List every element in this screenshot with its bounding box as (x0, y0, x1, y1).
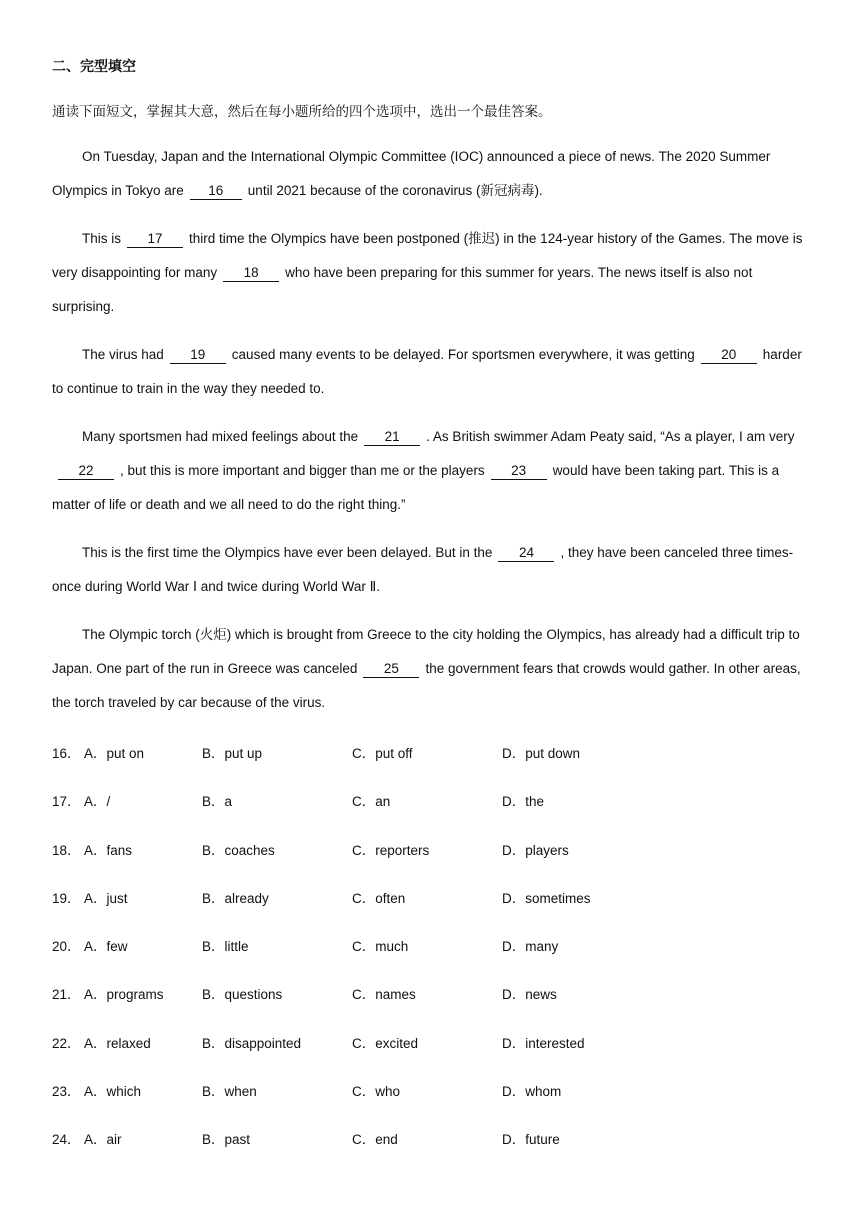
passage (52, 140, 810, 734)
option-d: D．news (502, 987, 557, 1003)
option-b: B．coaches (202, 842, 275, 858)
question-number: 24． (52, 1132, 81, 1148)
question-row (52, 734, 812, 782)
option-a: A．/ (84, 794, 111, 810)
option-c: C．an (352, 794, 391, 810)
section-title: 二、完型填空 (52, 59, 136, 75)
option-d: D．interested (502, 1035, 585, 1051)
blank-18: 18 (223, 265, 279, 282)
option-b: B．questions (202, 987, 283, 1003)
option-c: C．put off (352, 746, 413, 761)
text: until 2021 because of the coronavirus (新冠病毒). (247, 183, 543, 198)
question-row (52, 1072, 812, 1120)
paragraph-3 (52, 338, 810, 406)
question-number: 23． (52, 1084, 81, 1100)
text: third time the Olympics have been postponed (推迟) in the 124-year history of the Games. The move is very disappointing for many (52, 231, 803, 280)
option-b: B．already (202, 890, 269, 906)
paragraph-6 (52, 618, 810, 720)
option-b: B．when (202, 1084, 257, 1100)
option-d: D．sometimes (502, 890, 591, 906)
option-b: B．disappointed (202, 1035, 302, 1051)
blank-17: 17 (127, 231, 183, 248)
text: , they have been canceled three times-once during World War Ⅰ and twice during World War Ⅱ. (52, 545, 794, 594)
text: Many sportsmen had mixed feelings about the (82, 429, 359, 444)
option-a: A．put on (84, 746, 145, 761)
option-a: A．fans (84, 842, 133, 858)
question-row (52, 975, 812, 1023)
option-b: B．little (202, 939, 249, 955)
question-row (52, 927, 812, 975)
blank-23: 23 (491, 463, 547, 480)
question-row (52, 831, 812, 879)
option-c: C．reporters (352, 842, 430, 858)
text: who have been preparing for this summer for years. The news itself is also not surprising. (52, 265, 753, 314)
question-number: 18． (52, 842, 81, 858)
blank-16: 16 (190, 183, 242, 200)
option-d: D．put down (502, 746, 581, 761)
paragraph-2 (52, 222, 810, 324)
option-c: C．excited (352, 1035, 419, 1051)
blank-20: 20 (701, 347, 757, 364)
paragraph-4 (52, 420, 810, 522)
option-a: A．just (84, 890, 128, 906)
blank-24: 24 (498, 545, 554, 562)
question-row (52, 1120, 812, 1168)
option-a: A．programs (84, 987, 164, 1003)
text: This is (82, 231, 122, 246)
text: On Tuesday, Japan and the International Olympic Committee (IOC) announced a piece of news. The 2020 Summer Olympics in Tokyo are (52, 149, 771, 198)
option-a: A．few (84, 939, 128, 955)
instruction-text: 通读下面短文，掌握其大意，然后在每小题所给的四个选项中，选出一个最佳答案。 (52, 104, 552, 120)
text: This is the first time the Olympics have ever been delayed. But in the (82, 545, 493, 560)
text: , but this is more important and bigger than me or the players (120, 463, 485, 478)
question-list (52, 734, 812, 1169)
question-number: 21． (52, 987, 81, 1003)
option-b: B．past (202, 1132, 251, 1148)
option-a: A．relaxed (84, 1035, 151, 1051)
paragraph-1 (52, 140, 810, 208)
paragraph-5 (52, 536, 810, 604)
option-d: D．whom (502, 1084, 562, 1100)
text: caused many events to be delayed. For sportsmen everywhere, it was getting (231, 347, 695, 362)
question-row (52, 879, 812, 927)
question-number: 16． (52, 746, 81, 761)
text: would have been taking part. This is a matter of life or death and we all need to do the right thing.” (52, 463, 780, 512)
option-d: D．the (502, 794, 545, 810)
option-d: D．players (502, 842, 569, 858)
option-d: D．many (502, 939, 559, 955)
option-c: C．often (352, 890, 406, 906)
option-c: C．who (352, 1084, 401, 1100)
text: . As British swimmer Adam Peaty said, “As a player, I am very (426, 429, 795, 444)
option-c: C．much (352, 939, 409, 955)
question-number: 17． (52, 794, 81, 810)
question-number: 19． (52, 890, 81, 906)
text: the government fears that crowds would gather. In other areas, the torch traveled by car because of the virus. (52, 661, 801, 710)
question-row (52, 782, 812, 830)
option-c: C．end (352, 1132, 398, 1148)
blank-25: 25 (363, 661, 419, 678)
text: The Olympic torch (火炬) which is brought from Greece to the city holding the Olympics, has already had a difficult trip to Japan. One part of the run in Greece was canceled (52, 627, 800, 676)
question-number: 20． (52, 939, 81, 955)
option-a: A．air (84, 1132, 122, 1148)
option-d: D．future (502, 1132, 560, 1148)
blank-21: 21 (364, 429, 420, 446)
text: The virus had (82, 347, 164, 362)
option-b: B．put up (202, 746, 263, 761)
text: harder to continue to train in the way they needed to. (52, 347, 802, 396)
blank-22: 22 (58, 463, 114, 480)
question-number: 22． (52, 1035, 81, 1051)
option-c: C．names (352, 987, 416, 1003)
option-b: B．a (202, 794, 233, 810)
question-row (52, 1024, 812, 1072)
option-a: A．which (84, 1084, 142, 1100)
blank-19: 19 (170, 347, 226, 364)
